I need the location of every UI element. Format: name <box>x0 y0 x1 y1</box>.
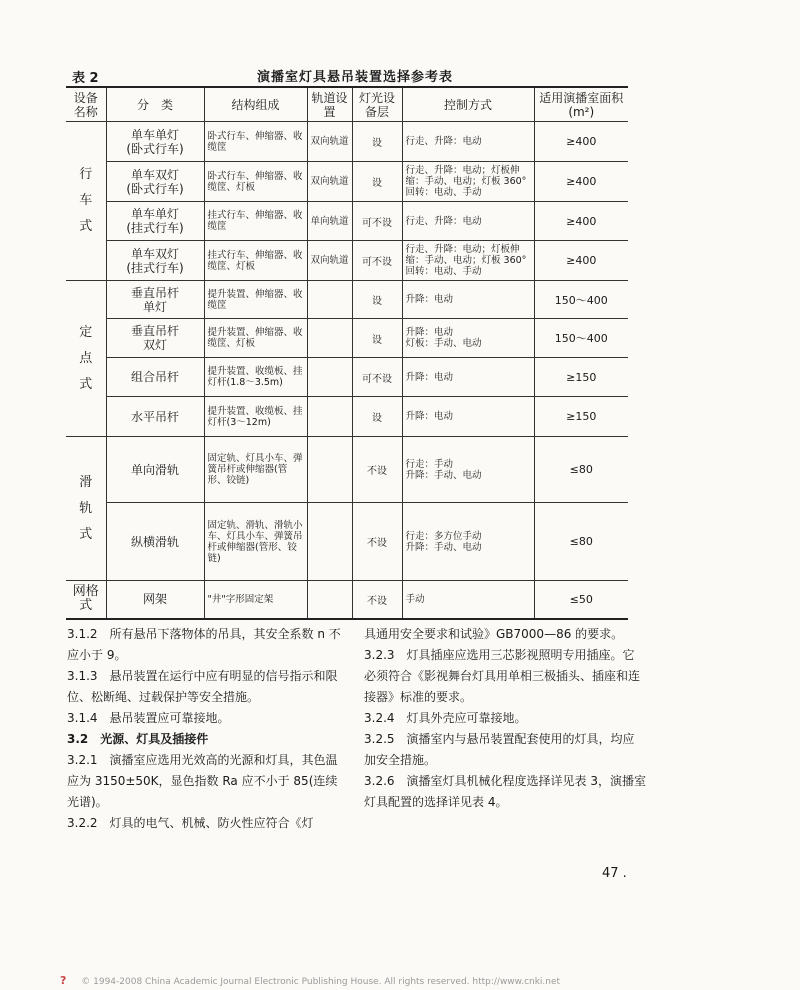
row-structure: 挂式行车、伸缩器、收缆筐 <box>204 202 307 241</box>
row-area: ≥400 <box>534 241 628 281</box>
row-track <box>307 503 352 581</box>
paragraph: 3.1.2 所有悬吊下落物体的吊具，其安全系数 n 不应小于 9。 <box>67 627 341 662</box>
row-area: ≤50 <box>534 581 628 619</box>
paragraph: 3.2.4 灯具外壳应可靠接地。 <box>364 711 527 725</box>
header-track: 轨道设置 <box>307 87 352 122</box>
row-name: 单车单灯 (卧式行车) <box>106 122 204 162</box>
header-control: 控制方式 <box>402 87 534 122</box>
table-row <box>66 358 628 397</box>
paragraph: 3.2.3 灯具插座应选用三芯影视照明专用插座。它必须符合《影视舞台灯具用单相三极插头、插座和连接器》标准的要求。 <box>364 648 641 704</box>
row-structure: 提升装置、收缆板、挂灯杆(3～12m) <box>204 397 307 437</box>
category-char: 行 <box>79 167 93 182</box>
category-cell <box>66 122 106 281</box>
table-row <box>66 319 628 358</box>
row-track <box>307 581 352 619</box>
table-title: 演播室灯具悬吊装置选择参考表 <box>256 70 453 85</box>
row-track: 双向轨道 <box>307 122 352 162</box>
row-track: 双向轨道 <box>307 162 352 202</box>
row-light: 设 <box>352 162 402 202</box>
category-char: 式 <box>79 526 93 542</box>
table-row <box>66 437 628 503</box>
row-area: ≥400 <box>534 202 628 241</box>
reference-table <box>66 86 628 620</box>
row-area: ≥150 <box>534 397 628 437</box>
header-classification: 分 类 <box>106 87 204 122</box>
category-char: 点 <box>79 350 93 366</box>
row-area: 150～400 <box>534 319 628 358</box>
row-name: 水平吊杆 <box>106 397 204 437</box>
table-label: 表 2 <box>72 71 99 86</box>
category-char: 轨 <box>79 500 93 516</box>
row-control: 行走、升降：电动；灯板伸缩：手动、电动；灯板 360°回转：电动、手动 <box>402 241 534 281</box>
row-track <box>307 358 352 397</box>
row-light: 设 <box>352 397 402 437</box>
row-name: 纵横滑轨 <box>106 503 204 581</box>
category-char: 滑 <box>79 474 93 490</box>
row-light: 不设 <box>352 581 402 619</box>
row-structure: 卧式行车、伸缩器、收缆筐、灯板 <box>204 162 307 202</box>
row-structure: 固定轨、滑轨、滑轨小车、灯具小车、弹簧吊杆或伸缩器(管形、铰链) <box>204 503 307 581</box>
row-structure: 挂式行车、伸缩器、收缆筐、灯板 <box>204 241 307 281</box>
row-light: 可不设 <box>352 358 402 397</box>
paragraph: 具通用安全要求和试验》GB7000—86 的要求。 <box>364 627 624 641</box>
row-light: 设 <box>352 281 402 319</box>
paragraph: 3.2.5 演播室内与悬吊装置配套使用的灯具，均应加安全措施。 <box>364 732 635 767</box>
row-area: ≤80 <box>534 503 628 581</box>
row-control: 升降：电动 灯板：手动、电动 <box>402 319 534 358</box>
table-row <box>66 162 628 202</box>
category-char: 定 <box>79 324 93 340</box>
row-track <box>307 281 352 319</box>
row-area: 150～400 <box>534 281 628 319</box>
row-control: 行走：多方位手动 升降：手动、电动 <box>402 503 534 581</box>
row-area: ≤80 <box>534 437 628 503</box>
footer-copyright: © 1994-2008 China Academic Journal Electronic Publishing House. All rights reserved. http://www.cnki.net <box>81 977 561 987</box>
row-name: 网架 <box>106 581 204 619</box>
row-control: 行走、升降：电动；灯板伸缩：手动、电动；灯板 360°回转：电动、手动 <box>402 162 534 202</box>
table-row <box>66 581 628 619</box>
row-area: ≥400 <box>534 122 628 162</box>
paragraph: 3.2.2 灯具的电气、机械、防火性应符合《灯 <box>67 816 314 830</box>
row-track <box>307 397 352 437</box>
table-row <box>66 202 628 241</box>
category-cell: 网格 式 <box>66 581 106 619</box>
row-track: 双向轨道 <box>307 241 352 281</box>
row-track: 单向轨道 <box>307 202 352 241</box>
category-cell <box>66 437 106 581</box>
row-name: 单车双灯 (卧式行车) <box>106 162 204 202</box>
row-control: 升降：电动 <box>402 397 534 437</box>
category-char: 式 <box>79 376 93 392</box>
paragraph: 3.1.4 悬吊装置应可靠接地。 <box>67 711 230 725</box>
body-column-left <box>67 624 349 834</box>
table-row <box>66 281 628 319</box>
row-control: 手动 <box>402 581 534 619</box>
table-row <box>66 503 628 581</box>
row-light: 设 <box>352 122 402 162</box>
row-control: 行走、升降：电动 <box>402 122 534 162</box>
footer <box>60 974 560 987</box>
footer-indicator: ? <box>60 974 67 987</box>
row-track <box>307 319 352 358</box>
row-light: 不设 <box>352 437 402 503</box>
table-row <box>66 397 628 437</box>
body-column-right <box>364 624 646 813</box>
row-light: 设 <box>352 319 402 358</box>
row-structure: 固定轨、灯具小车、弹簧吊杆或伸缩器(管形、铰链) <box>204 437 307 503</box>
row-name: 组合吊杆 <box>106 358 204 397</box>
paragraph: 3.2.1 演播室应选用光效高的光源和灯具，其色温应为 3150±50K，显色指数 Ra 应不小于 85(连续光谱)。 <box>67 753 338 809</box>
row-control: 升降：电动 <box>402 281 534 319</box>
table-header-row <box>66 87 628 122</box>
row-light: 可不设 <box>352 241 402 281</box>
row-structure: 提升装置、收缆板、挂灯杆(1.8～3.5m) <box>204 358 307 397</box>
row-structure: 提升装置、伸缩器、收缆筐 <box>204 281 307 319</box>
header-area: 适用演播室面积(m²) <box>534 87 628 122</box>
category-cell <box>66 281 106 437</box>
header-device-name: 设备名称 <box>66 87 106 122</box>
row-structure: 提升装置、伸缩器、收缆筐、灯板 <box>204 319 307 358</box>
paragraph: 3.1.3 悬吊装置在运行中应有明显的信号指示和限位、松断绳、过载保护等安全措施。 <box>67 669 338 704</box>
row-light: 可不设 <box>352 202 402 241</box>
header-light-layer: 灯光设备层 <box>352 87 402 122</box>
header-structure: 结构组成 <box>204 87 307 122</box>
row-name: 单向滑轨 <box>106 437 204 503</box>
row-control: 行走、升降：电动 <box>402 202 534 241</box>
row-control: 行走：手动 升降：手动、电动 <box>402 437 534 503</box>
table-row <box>66 241 628 281</box>
row-control: 升降：电动 <box>402 358 534 397</box>
row-name: 单车双灯 (挂式行车) <box>106 241 204 281</box>
category-char: 车 <box>79 193 93 208</box>
row-name: 单车单灯 (挂式行车) <box>106 202 204 241</box>
section-heading: 3.2 光源、灯具及插接件 <box>67 732 209 746</box>
page-number: 47 . <box>602 866 627 881</box>
row-light: 不设 <box>352 503 402 581</box>
row-name: 垂直吊杆 双灯 <box>106 319 204 358</box>
category-char: 式 <box>79 219 93 234</box>
row-area: ≥400 <box>534 162 628 202</box>
row-name: 垂直吊杆 单灯 <box>106 281 204 319</box>
row-structure: "井"字形固定架 <box>204 581 307 619</box>
row-structure: 卧式行车、伸缩器、收缆筐 <box>204 122 307 162</box>
row-track <box>307 437 352 503</box>
table-row <box>66 122 628 162</box>
row-area: ≥150 <box>534 358 628 397</box>
paragraph: 3.2.6 演播室灯具机械化程度选择详见表 3，演播室灯具配置的选择详见表 4。 <box>364 774 646 809</box>
